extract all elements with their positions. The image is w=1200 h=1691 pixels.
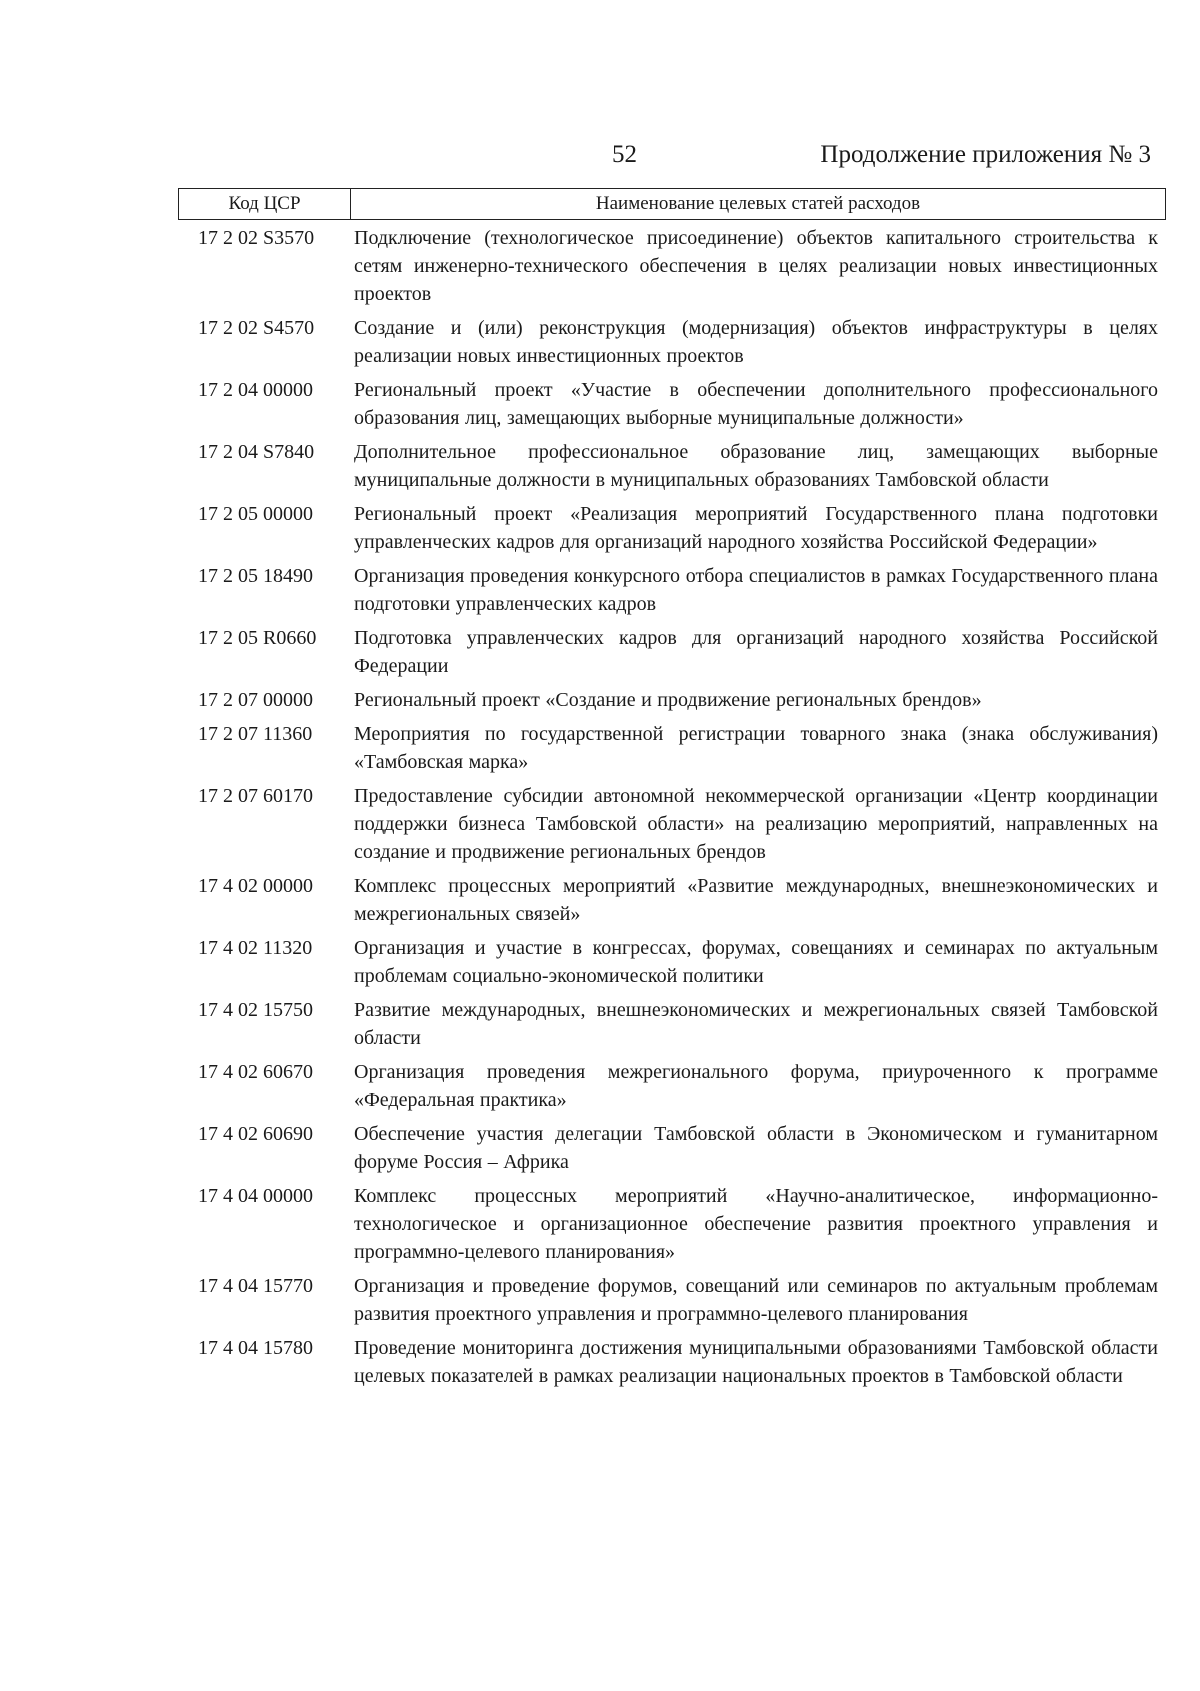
continuation-note: Продолжение приложения № 3 (820, 141, 1151, 168)
row-name: Организация и проведение форумов, совещаний или семинаров по актуальным проблемам развития проектного управления и программно-целевого планирования (354, 1275, 1158, 1325)
row-code: 17 2 02 S4570 (198, 317, 315, 339)
row-name: Региональный проект «Реализация мероприятий Государственного плана подготовки управленческих кадров для организаций народного хозяйства Российской Федерации» (354, 503, 1158, 553)
row-name: Обеспечение участия делегации Тамбовской области в Экономическом и гуманитарном форуме Россия – Африка (354, 1123, 1158, 1173)
table-row (178, 1182, 1166, 1266)
table-row (178, 782, 1166, 866)
page-number: 52 (612, 141, 637, 168)
table-row (178, 438, 1166, 494)
table-row (178, 500, 1166, 556)
row-code: 17 2 04 00000 (198, 379, 313, 401)
row-name: Региональный проект «Создание и продвижение региональных брендов» (354, 689, 982, 711)
column-header-code: Код ЦСР (178, 188, 351, 220)
row-name: Организация проведения конкурсного отбора специалистов в рамках Государственного плана подготовки управленческих кадров (354, 565, 1158, 615)
row-code: 17 4 02 60670 (198, 1061, 313, 1083)
table-row (178, 314, 1166, 370)
row-code: 17 4 04 00000 (198, 1185, 313, 1207)
row-code: 17 2 02 S3570 (198, 227, 315, 249)
table-row (178, 686, 1166, 714)
table-row (178, 1272, 1166, 1328)
row-code: 17 2 07 60170 (198, 785, 313, 807)
row-code: 17 4 04 15780 (198, 1337, 313, 1359)
table-row (178, 376, 1166, 432)
table-row (178, 872, 1166, 928)
table-row (178, 1120, 1166, 1176)
row-code: 17 2 05 R0660 (198, 627, 317, 649)
row-name: Подключение (технологическое присоединение) объектов капитального строительства к сетям инженерно-технического обеспечения в целях реализации новых инвестиционных проектов (354, 227, 1158, 305)
row-code: 17 2 07 00000 (198, 689, 313, 711)
table-row (178, 720, 1166, 776)
row-name: Комплекс процессных мероприятий «Развитие международных, внешнеэкономических и межрегиональных связей» (354, 875, 1158, 925)
table-row (178, 996, 1166, 1052)
row-code: 17 2 05 00000 (198, 503, 313, 525)
row-name: Проведение мониторинга достижения муниципальными образованиями Тамбовской области целевых показателей в рамках реализации национальных проектов в Тамбовской области (354, 1337, 1158, 1387)
row-name: Мероприятия по государственной регистрации товарного знака (знака обслуживания) «Тамбовская марка» (354, 723, 1158, 773)
row-name: Региональный проект «Участие в обеспечении дополнительного профессионального образования лиц, замещающих выборные муниципальные должности» (354, 379, 1158, 429)
row-code: 17 2 07 11360 (198, 723, 313, 745)
row-code: 17 2 05 18490 (198, 565, 313, 587)
table-row (178, 624, 1166, 680)
table-row (178, 562, 1166, 618)
table-row (178, 934, 1166, 990)
row-code: 17 4 02 11320 (198, 937, 313, 959)
table-row (178, 1058, 1166, 1114)
row-name: Организация проведения межрегионального форума, приуроченного к программе «Федеральная практика» (354, 1061, 1158, 1111)
table-body (178, 224, 1166, 1396)
row-code: 17 4 02 60690 (198, 1123, 313, 1145)
row-name: Дополнительное профессиональное образование лиц, замещающих выборные муниципальные должности в муниципальных образованиях Тамбовской области (354, 441, 1158, 491)
row-code: 17 2 04 S7840 (198, 441, 315, 463)
row-name: Предоставление субсидии автономной некоммерческой организации «Центр координации поддержки бизнеса Тамбовской области» на реализацию мероприятий, направленных на создание и продвижение региональных брендов (354, 785, 1158, 863)
row-name: Развитие международных, внешнеэкономических и межрегиональных связей Тамбовской области (354, 999, 1158, 1049)
row-name: Подготовка управленческих кадров для организаций народного хозяйства Российской Федерации (354, 627, 1158, 677)
row-name: Комплекс процессных мероприятий «Научно-аналитическое, информационно-технологическое и организационное обеспечение развития проектного управления и программно-целевого планирования» (354, 1185, 1158, 1263)
row-code: 17 4 02 15750 (198, 999, 313, 1021)
row-code: 17 4 04 15770 (198, 1275, 313, 1297)
table-header (178, 188, 1166, 220)
table-row (178, 1334, 1166, 1390)
row-name: Организация и участие в конгрессах, форумах, совещаниях и семинарах по актуальным проблемам социально-экономической политики (354, 937, 1158, 987)
row-name: Создание и (или) реконструкция (модернизация) объектов инфраструктуры в целях реализации новых инвестиционных проектов (354, 317, 1158, 367)
row-code: 17 4 02 00000 (198, 875, 313, 897)
column-header-name: Наименование целевых статей расходов (350, 188, 1166, 220)
table-row (178, 224, 1166, 308)
